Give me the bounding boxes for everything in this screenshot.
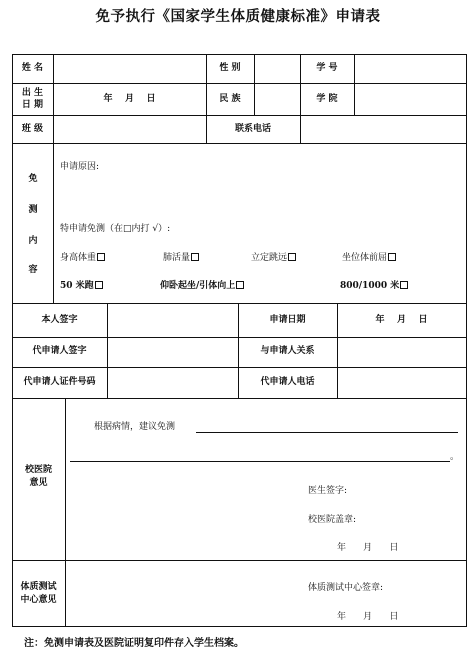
item-label: 肺活量 bbox=[163, 253, 191, 263]
agent-id-label: 代申请人证件号码 bbox=[23, 377, 96, 387]
rule bbox=[466, 54, 467, 626]
suggestion-period: 。 bbox=[450, 452, 460, 462]
item-label: 仰卧起坐/引体向上 bbox=[160, 281, 236, 291]
item-label: 坐位体前屈 bbox=[342, 253, 388, 263]
hospital-label: 校医院 bbox=[24, 465, 52, 475]
apply-date-fill: 年 月 日 bbox=[375, 315, 428, 325]
rule bbox=[12, 303, 467, 304]
footnote: 注：免测申请表及医院证明复印件存入学生档案。 bbox=[24, 638, 244, 649]
item-label: 800/1000 米 bbox=[340, 281, 400, 291]
item-sit-reach[interactable] bbox=[342, 253, 397, 264]
suggestion-line[interactable] bbox=[196, 432, 458, 433]
hospital-stamp-label: 校医院盖章: bbox=[308, 515, 357, 525]
checkbox[interactable] bbox=[191, 253, 199, 261]
birth-label: 出 生 bbox=[21, 88, 44, 98]
checkbox[interactable] bbox=[236, 281, 244, 289]
rule bbox=[12, 83, 467, 84]
checkbox[interactable] bbox=[288, 253, 296, 261]
birth-date-fill: 年 月 日 bbox=[103, 94, 156, 104]
rule bbox=[12, 398, 467, 399]
rule bbox=[254, 54, 255, 115]
checkbox[interactable] bbox=[95, 281, 103, 289]
item-label: 身高体重 bbox=[60, 253, 97, 263]
suggestion-text: 根据病情，建议免测 bbox=[94, 422, 176, 432]
item-situps-pullups[interactable] bbox=[160, 281, 245, 292]
rule bbox=[12, 115, 467, 116]
center-stamp-label: 体质测试中心签章: bbox=[308, 583, 384, 593]
doctor-sign-label: 医生签字: bbox=[308, 486, 348, 496]
rule bbox=[354, 54, 355, 115]
rule bbox=[53, 143, 54, 303]
hospital-date-fill: 年 月 日 bbox=[337, 543, 399, 553]
name-label: 姓 名 bbox=[21, 63, 44, 73]
suggestion-line[interactable] bbox=[70, 461, 450, 462]
ethnic-label: 民 族 bbox=[219, 94, 241, 104]
exempt-side-label: 内 bbox=[28, 236, 38, 246]
class-label: 班 级 bbox=[21, 124, 44, 134]
center-label: 体质测试 bbox=[20, 582, 57, 592]
relation-label: 与申请人关系 bbox=[260, 346, 315, 356]
self-sign-label: 本人签字 bbox=[41, 315, 78, 325]
rule bbox=[12, 54, 13, 626]
checkbox[interactable] bbox=[400, 281, 408, 289]
birth-label: 日 期 bbox=[21, 100, 44, 110]
hospital-label: 意见 bbox=[29, 478, 48, 488]
gender-label: 性 别 bbox=[219, 63, 241, 73]
rule bbox=[12, 337, 467, 338]
item-long-jump[interactable] bbox=[251, 253, 297, 264]
exempt-side-label: 容 bbox=[28, 265, 38, 275]
item-vital-capacity[interactable] bbox=[163, 253, 200, 264]
checkbox[interactable] bbox=[388, 253, 396, 261]
reason-label: 申请原因: bbox=[60, 162, 100, 172]
apply-date-label: 申请日期 bbox=[269, 315, 306, 325]
rule bbox=[107, 303, 108, 398]
item-800-1000m[interactable] bbox=[340, 281, 409, 292]
center-label: 中心意见 bbox=[20, 595, 57, 605]
agent-sign-label: 代申请人签字 bbox=[32, 346, 87, 356]
form-title: 免予执行《国家学生体质健康标准》申请表 bbox=[95, 8, 381, 25]
item-label: 立定跳远 bbox=[251, 253, 288, 263]
item-label: 50 米跑 bbox=[60, 281, 94, 291]
rule bbox=[12, 143, 467, 144]
phone-label: 联系电话 bbox=[234, 124, 271, 134]
rule bbox=[12, 560, 467, 561]
item-height-weight[interactable] bbox=[60, 253, 106, 264]
rule bbox=[65, 398, 66, 626]
exempt-side-label: 免 bbox=[28, 174, 38, 184]
rule bbox=[12, 626, 467, 627]
center-date-fill: 年 月 日 bbox=[337, 612, 399, 622]
item-50m-run[interactable] bbox=[60, 281, 104, 292]
agent-phone-label: 代申请人电话 bbox=[260, 377, 315, 387]
student-id-label: 学 号 bbox=[316, 63, 338, 73]
college-label: 学 院 bbox=[316, 94, 338, 104]
rule bbox=[12, 54, 467, 55]
items-intro: 特申请免测（在□内打 √）: bbox=[60, 224, 171, 234]
rule bbox=[12, 367, 467, 368]
checkbox[interactable] bbox=[97, 253, 105, 261]
exempt-side-label: 测 bbox=[28, 205, 38, 215]
